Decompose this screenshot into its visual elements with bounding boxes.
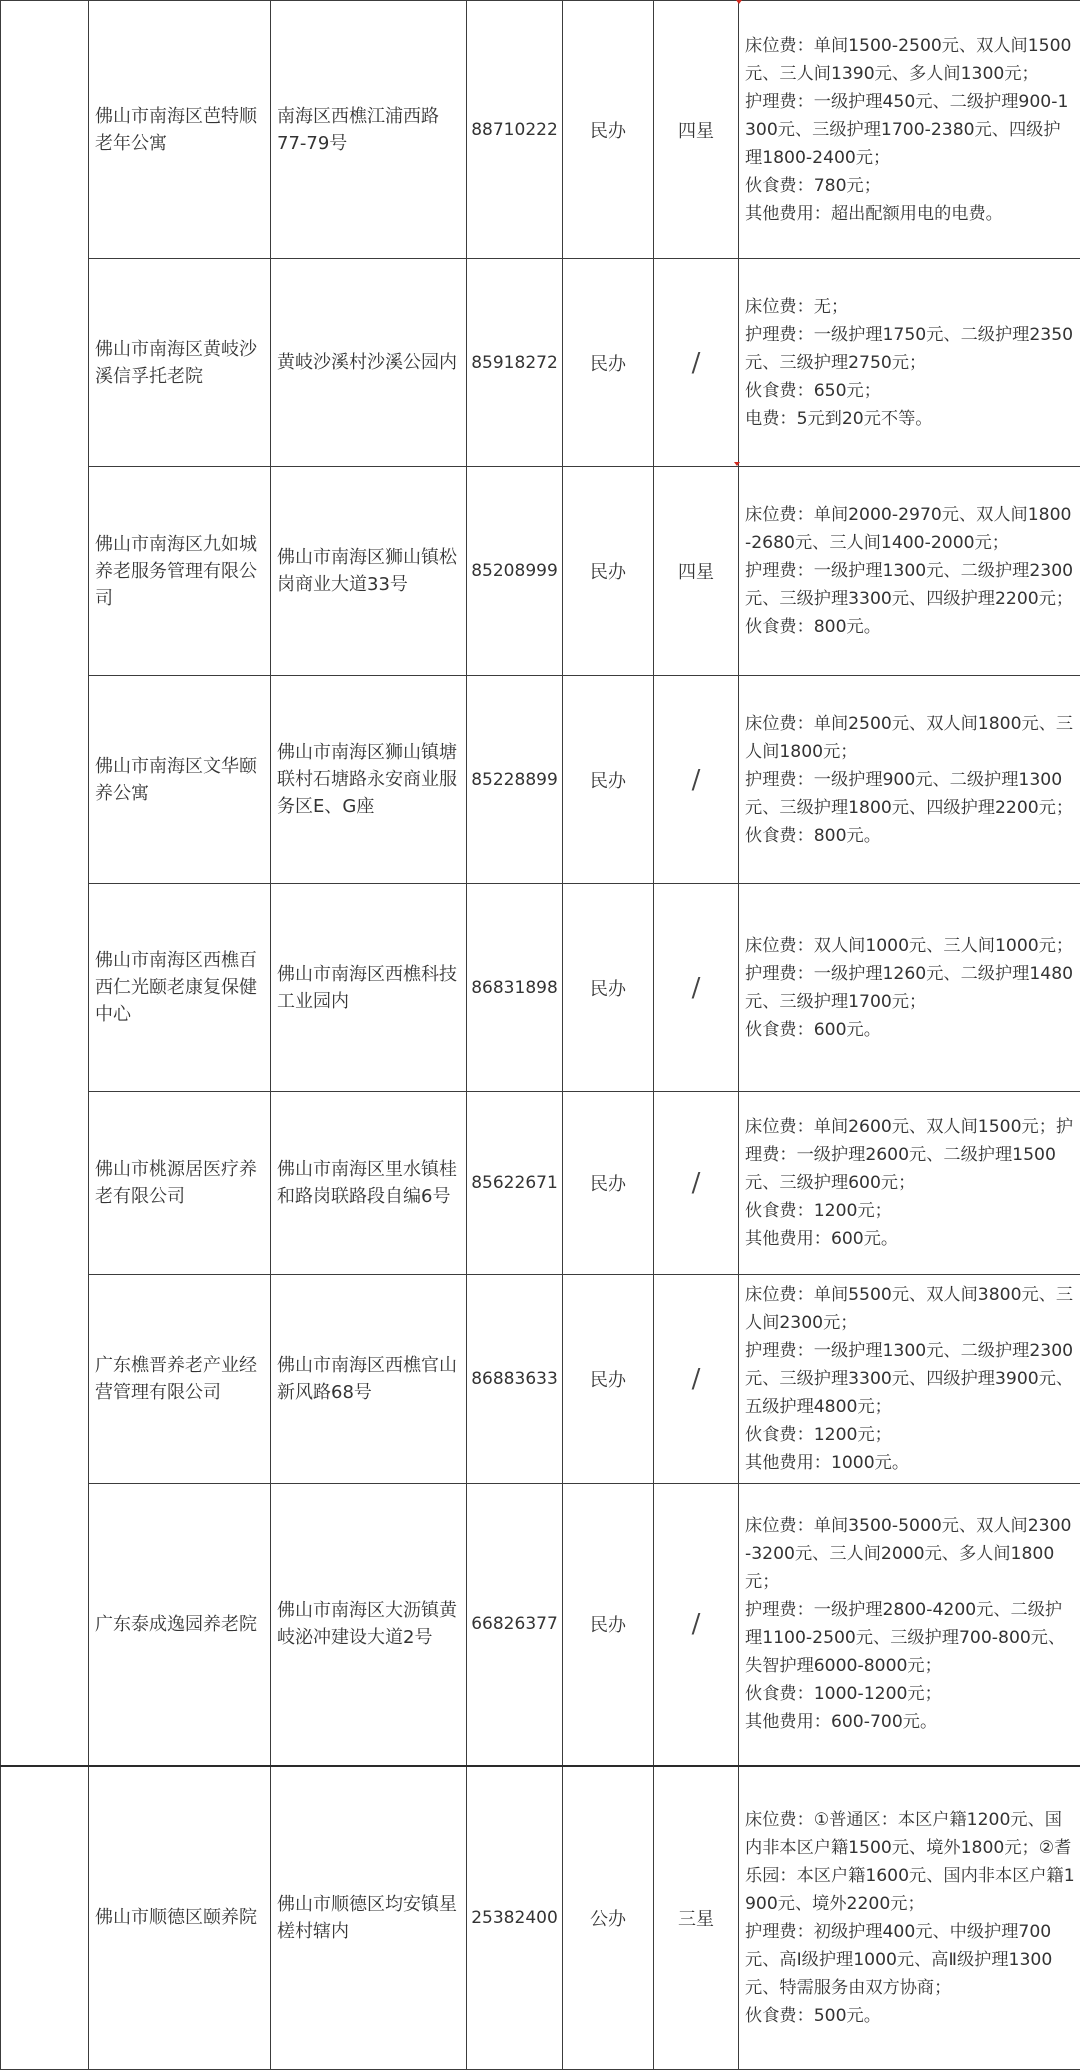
region-cell	[1, 1766, 89, 2070]
fee-line: 床位费：单间3500-5000元、双人间2300-3200元、三人间2000元、多人间1800元；	[745, 1516, 1072, 1593]
fees-cell	[739, 1092, 1080, 1275]
red-corner-mark	[736, 0, 742, 4]
address-cell: 佛山市南海区西樵科技工业园内	[271, 884, 467, 1092]
facility-name-cell: 广东樵晋养老产业经营管理有限公司	[89, 1275, 271, 1484]
type-cell: 民办	[563, 884, 654, 1092]
fee-line: 伙食费：650元；	[745, 380, 881, 401]
facility-name-cell: 佛山市南海区九如城养老服务管理有限公司	[89, 467, 271, 676]
phone-cell: 25382400	[467, 1766, 563, 2070]
fees-cell	[739, 1484, 1080, 1766]
fee-line: 伙食费：1200元；	[745, 1425, 892, 1445]
phone-cell: 85208999	[467, 467, 563, 676]
table-row	[1, 884, 1080, 1092]
table-row	[1, 1484, 1080, 1766]
fee-line: 护理费：一级护理1300元、二级护理2300元、三级护理3300元、四级护理2200元；	[745, 561, 1074, 609]
facility-name-cell: 佛山市南海区西樵百西仁光颐老康复保健中心	[89, 884, 271, 1092]
phone-cell: 85918272	[467, 259, 563, 467]
red-corner-mark	[734, 462, 740, 466]
fee-line: 伙食费：1000-1200元；	[745, 1684, 942, 1705]
fee-line: 护理费：一级护理1300元、二级护理2300元、三级护理3300元、四级护理3900元、五级护理4800元；	[745, 1341, 1074, 1417]
rating-cell: /	[654, 1484, 739, 1766]
phone-cell: 88710222	[467, 1, 563, 259]
phone-cell: 86831898	[467, 884, 563, 1092]
fee-line: 护理费：一级护理900元、二级护理1300元、三级护理1800元、四级护理2200元；	[745, 769, 1074, 818]
address-cell: 南海区西樵江浦西路77-79号	[271, 1, 467, 259]
fee-line: 床位费：双人间1000元、三人间1000元；	[745, 935, 1074, 956]
fees-cell	[739, 676, 1080, 884]
fee-line: 电费：5元到20元不等。	[745, 408, 933, 429]
rating-cell: /	[654, 259, 739, 467]
fee-line: 伙食费：780元；	[745, 175, 881, 196]
rating-cell: 四星	[654, 467, 739, 676]
rating-cell: 三星	[654, 1766, 739, 2070]
type-cell: 民办	[563, 259, 654, 467]
facility-name-cell: 佛山市南海区芭特顺老年公寓	[89, 1, 271, 259]
facility-name-cell: 佛山市桃源居医疗养老有限公司	[89, 1092, 271, 1275]
fee-line: 伙食费：800元。	[745, 825, 881, 846]
fee-line: 床位费：单间2000-2970元、双人间1800-2680元、三人间1400-2000元；	[745, 505, 1072, 553]
fee-line: 伙食费：600元。	[745, 1019, 881, 1040]
address-cell: 佛山市南海区狮山镇塘联村石塘路永安商业服务区E、G座	[271, 676, 467, 884]
fee-line: 床位费：单间2500元、双人间1800元、三人间1800元；	[745, 713, 1074, 762]
fee-line: 其他费用：600元。	[745, 1229, 899, 1249]
facility-name-cell: 广东泰成逸园养老院	[89, 1484, 271, 1766]
rating-cell: /	[654, 884, 739, 1092]
phone-cell: 85228899	[467, 676, 563, 884]
table-row	[1, 1, 1080, 259]
region-cell	[1, 1, 89, 1766]
fees-cell	[739, 1275, 1080, 1484]
type-cell: 民办	[563, 676, 654, 884]
fee-line: 床位费：①普通区：本区户籍1200元、国内非本区户籍1500元、境外1800元；②耆乐园：本区户籍1600元、国内非本区户籍1900元、境外2200元；	[745, 1809, 1075, 1914]
type-cell: 民办	[563, 467, 654, 676]
phone-cell: 86883633	[467, 1275, 563, 1484]
address-cell: 黄岐沙溪村沙溪公园内	[271, 259, 467, 467]
facility-name-cell: 佛山市南海区黄岐沙溪信孚托老院	[89, 259, 271, 467]
type-cell: 公办	[563, 1766, 654, 2070]
fee-line: 床位费：单间5500元、双人间3800元、三人间2300元；	[745, 1285, 1074, 1333]
type-cell: 民办	[563, 1484, 654, 1766]
fee-line: 其他费用：超出配额用电的电费。	[745, 203, 1003, 224]
type-cell: 民办	[563, 1, 654, 259]
table-row	[1, 259, 1080, 467]
fee-line: 其他费用：600-700元。	[745, 1712, 938, 1733]
address-cell: 佛山市南海区西樵官山新风路68号	[271, 1275, 467, 1484]
rating-cell: /	[654, 1275, 739, 1484]
facility-name-cell: 佛山市南海区文华颐养公寓	[89, 676, 271, 884]
rating-cell: /	[654, 676, 739, 884]
type-cell: 民办	[563, 1275, 654, 1484]
rating-cell: 四星	[654, 1, 739, 259]
table-row	[1, 1766, 1080, 2070]
facility-name-cell: 佛山市顺德区颐养院	[89, 1766, 271, 2070]
phone-cell: 66826377	[467, 1484, 563, 1766]
table-row	[1, 676, 1080, 884]
fees-cell	[739, 1, 1080, 259]
fees-cell	[739, 1766, 1080, 2070]
type-cell: 民办	[563, 1092, 654, 1275]
fees-cell	[739, 467, 1080, 676]
fee-line: 护理费：一级护理450元、二级护理900-1300元、三级护理1700-2380元、四级护理1800-2400元；	[745, 91, 1069, 168]
fee-line: 伙食费：500元。	[745, 2005, 881, 2026]
fee-line: 伙食费：800元。	[745, 617, 881, 637]
fee-line: 其他费用：1000元。	[745, 1453, 910, 1473]
fees-cell	[739, 884, 1080, 1092]
table-row	[1, 1275, 1080, 1484]
fee-line: 护理费：初级护理400元、中级护理700元、高Ⅰ级护理1000元、高Ⅱ级护理1300元、特需服务由双方协商；	[745, 1921, 1053, 1998]
fee-line: 护理费：一级护理1750元、二级护理2350元、三级护理2750元；	[745, 324, 1074, 373]
address-cell: 佛山市南海区大沥镇黄岐泌冲建设大道2号	[271, 1484, 467, 1766]
fee-line: 伙食费：1200元；	[745, 1201, 892, 1221]
rating-cell: /	[654, 1092, 739, 1275]
fees-cell	[739, 259, 1080, 467]
address-cell: 佛山市顺德区均安镇星槎村辖内	[271, 1766, 467, 2070]
fee-line: 床位费：无；	[745, 296, 849, 317]
fee-line: 床位费：单间2600元、双人间1500元；护理费：一级护理2600元、二级护理1500元、三级护理600元；	[745, 1117, 1074, 1193]
fee-line: 床位费：单间1500-2500元、双人间1500元、三人间1390元、多人间1300元；	[745, 35, 1072, 84]
fee-line: 护理费：一级护理1260元、二级护理1480元、三级护理1700元；	[745, 963, 1074, 1012]
table-row	[1, 467, 1080, 676]
address-cell: 佛山市南海区里水镇桂和路岗联路段自编6号	[271, 1092, 467, 1275]
phone-cell: 85622671	[467, 1092, 563, 1275]
fee-line: 护理费：一级护理2800-4200元、二级护理1100-2500元、三级护理700-800元、失智护理6000-8000元；	[745, 1600, 1066, 1677]
table-row	[1, 1092, 1080, 1275]
address-cell: 佛山市南海区狮山镇松岗商业大道33号	[271, 467, 467, 676]
